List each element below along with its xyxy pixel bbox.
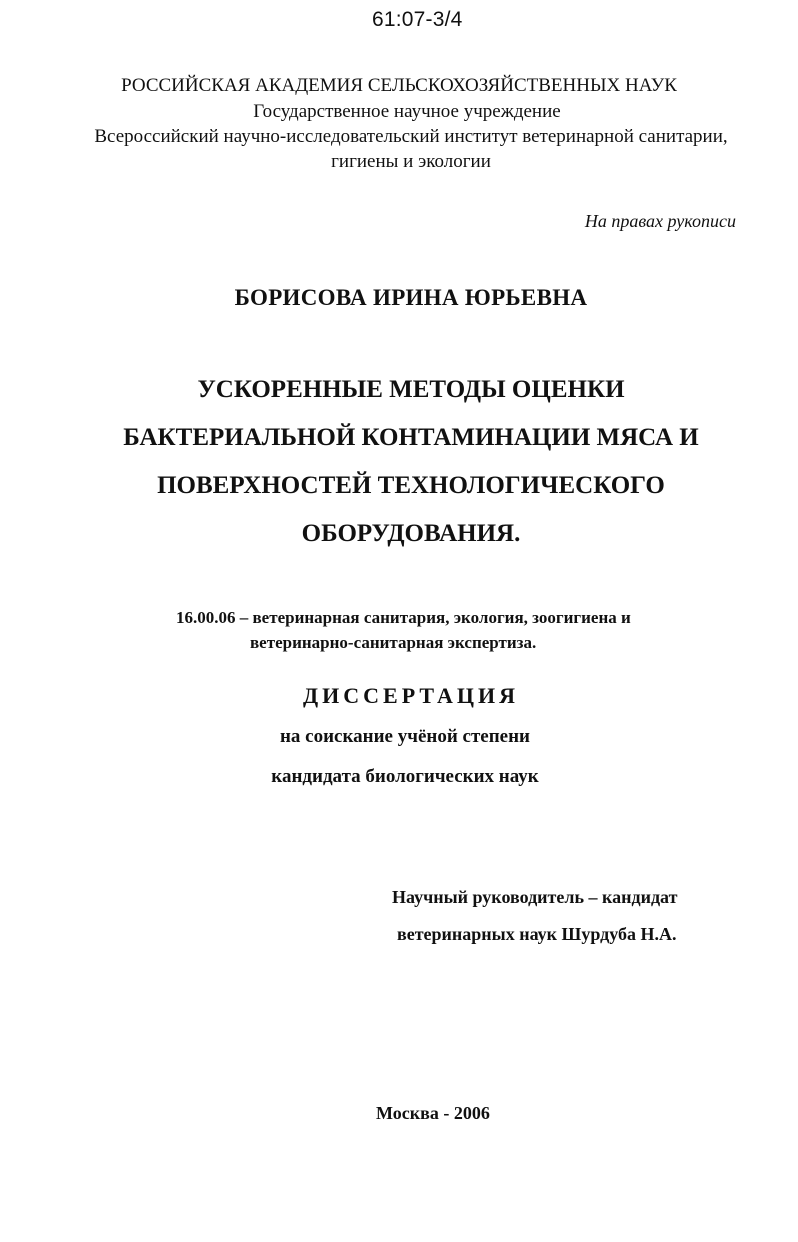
- place-and-year: Москва - 2006: [376, 1103, 490, 1123]
- organization-academy: РОССИЙСКАЯ АКАДЕМИЯ СЕЛЬСКОХОЗЯЙСТВЕННЫХ НАУК: [121, 75, 677, 96]
- thesis-title-line-2: БАКТЕРИАЛЬНОЙ КОНТАМИНАЦИИ МЯСА И: [123, 424, 699, 451]
- document-type: ДИССЕРТАЦИЯ: [303, 683, 519, 708]
- thesis-title-line-3: ПОВЕРХНОСТЕЙ ТЕХНОЛОГИЧЕСКОГО: [157, 472, 665, 499]
- specialty-line-1: 16.00.06 – ветеринарная санитария, экология, зоогигиена и: [176, 608, 631, 627]
- organization-institute-cont: гигиены и экологии: [331, 151, 491, 172]
- thesis-title-line-1: УСКОРЕННЫЕ МЕТОДЫ ОЦЕНКИ: [197, 376, 625, 403]
- organization-institution-type: Государственное научное учреждение: [253, 101, 561, 122]
- thesis-title-line-4: ОБОРУДОВАНИЯ.: [301, 520, 521, 547]
- specialty-line-2: ветеринарно-санитарная экспертиза.: [250, 633, 537, 652]
- supervisor-line-1: Научный руководитель – кандидат: [392, 887, 678, 907]
- library-stamp-code: 61:07-3/4: [372, 8, 463, 31]
- degree-line-2: кандидата биологических наук: [271, 766, 539, 787]
- author-name: БОРИСОВА ИРИНА ЮРЬЕВНА: [234, 285, 588, 310]
- rights-note: На правах рукописи: [584, 211, 736, 231]
- supervisor-line-2: ветеринарных наук Шурдуба Н.А.: [397, 924, 677, 944]
- degree-line-1: на соискание учёной степени: [279, 726, 530, 747]
- organization-institute: Всероссийский научно-исследовательский институт ветеринарной санитарии,: [94, 126, 728, 147]
